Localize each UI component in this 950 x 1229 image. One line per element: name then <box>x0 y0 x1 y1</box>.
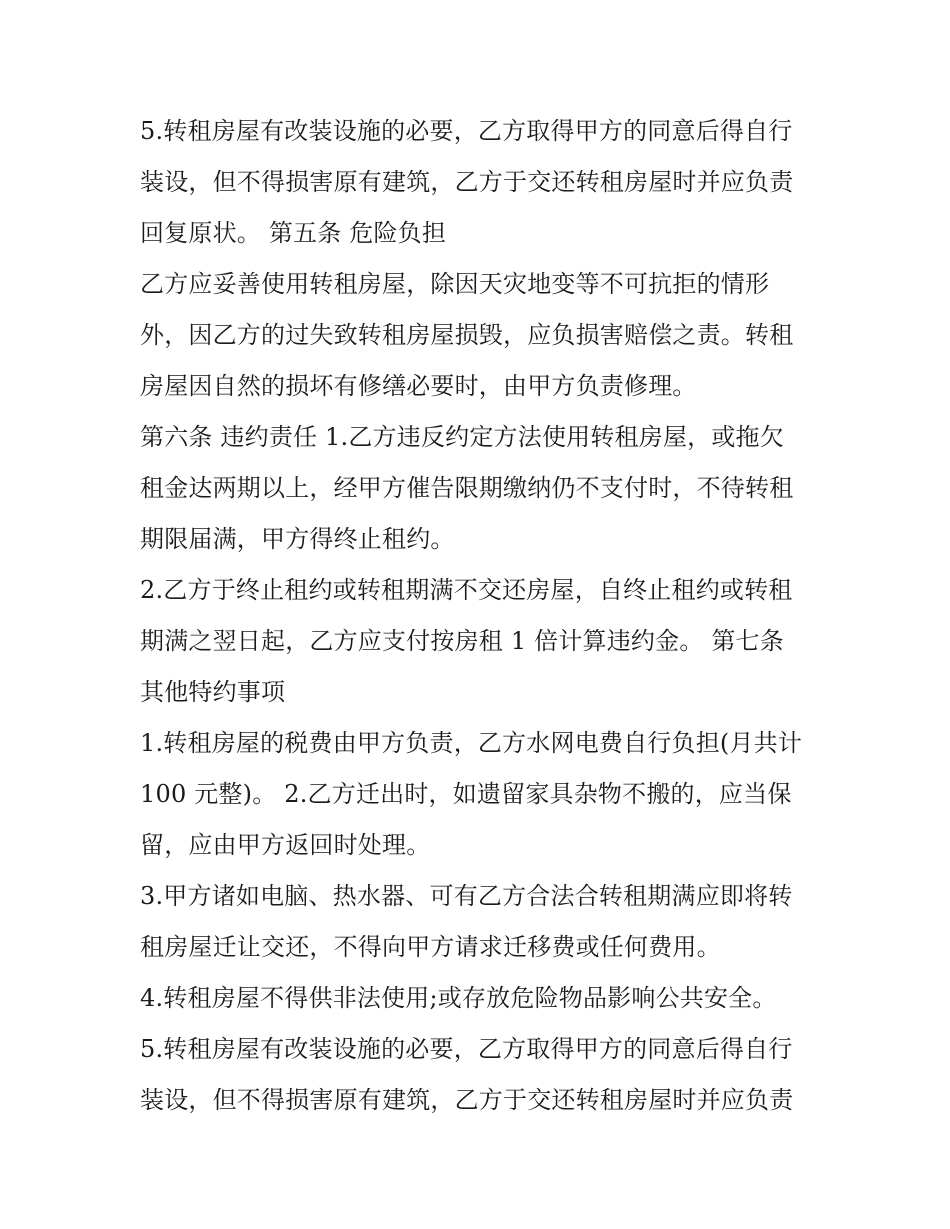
text-line: 装设，但不得损害原有建筑，乙方于交还转租房屋时并应负责 <box>140 168 794 196</box>
text-line: 外，因乙方的过失致转租房屋损毁，应负损害赔偿之责。转租 <box>140 321 794 349</box>
text-line: 期满之翌日起，乙方应支付按房租 1 倍计算违约金。 第七条 <box>140 627 784 655</box>
text-line: 租金达两期以上，经甲方催告限期缴纳仍不支付时，不待转租 <box>140 474 794 502</box>
text-line: 租房屋迁让交还，不得向甲方请求迁移费或任何费用。 <box>140 933 721 961</box>
contract-text <box>140 106 840 1126</box>
text-line: 留，应由甲方返回时处理。 <box>140 831 431 859</box>
text-line: 3.甲方诸如电脑、热水器、可有乙方合法合转租期满应即将转 <box>140 882 793 910</box>
text-line: 1.转租房屋的税费由甲方负责，乙方水网电费自行负担(月共计 <box>140 729 803 757</box>
text-line: 4.转租房屋不得供非法使用;或存放危险物品影响公共安全。 <box>140 984 777 1012</box>
text-line: 其他特约事项 <box>140 678 286 706</box>
text-line: 乙方应妥善使用转租房屋，除因天灾地变等不可抗拒的情形 <box>140 270 770 298</box>
text-line: 房屋因自然的损坏有修缮必要时，由甲方负责修理。 <box>140 372 697 400</box>
text-line: 回复原状。 第五条 危险负担 <box>140 219 447 247</box>
text-line: 装设，但不得损害原有建筑，乙方于交还转租房屋时并应负责 <box>140 1086 794 1114</box>
text-line: 期限届满，甲方得终止租约。 <box>140 525 455 553</box>
text-line: 2.乙方于终止租约或转租期满不交还房屋，自终止租约或转租 <box>140 576 793 604</box>
text-line: 第六条 违约责任 1.乙方违反约定方法使用转租房屋，或拖欠 <box>140 423 784 451</box>
text-line: 5.转租房屋有改装设施的必要，乙方取得甲方的同意后得自行 <box>140 117 793 145</box>
text-line: 5.转租房屋有改装设施的必要，乙方取得甲方的同意后得自行 <box>140 1035 793 1063</box>
text-line: 100 元整)。 2.乙方迁出时，如遗留家具杂物不搬的，应当保 <box>140 780 792 808</box>
